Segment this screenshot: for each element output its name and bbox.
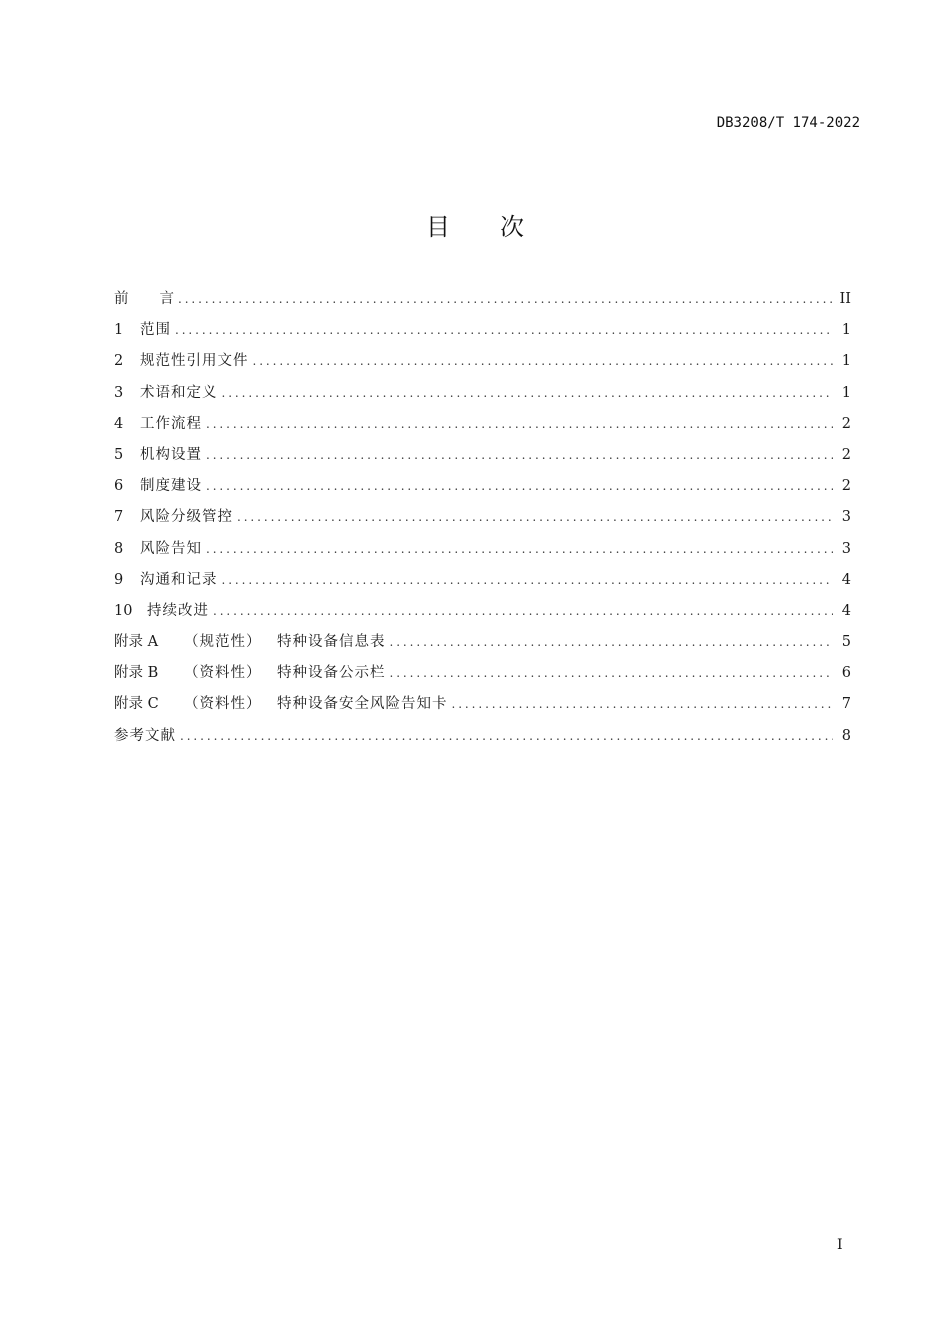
dot-leader	[206, 443, 833, 467]
toc-entry-page: 4	[841, 571, 851, 588]
dot-leader	[390, 661, 834, 685]
toc-entry-appendix[interactable]	[114, 630, 851, 661]
toc-entry-page: 3	[841, 540, 851, 557]
toc-entry-page: 2	[841, 446, 851, 463]
dot-leader	[206, 537, 833, 561]
toc-entry-appendix[interactable]	[114, 692, 851, 723]
toc-entry-label: 特种设备公示栏	[277, 665, 386, 682]
toc-entry-label: 风险告知	[140, 540, 202, 557]
toc-entry-section[interactable]	[114, 381, 851, 412]
toc-entry-label: 沟通和记录	[140, 571, 218, 588]
appendix-type: （资料性）	[184, 665, 262, 682]
table-of-contents	[114, 287, 851, 755]
appendix-type: （规范性）	[184, 634, 262, 651]
toc-entry-page: 4	[841, 602, 851, 619]
toc-entry-section[interactable]	[114, 537, 851, 568]
toc-entry-label: 参考文献	[114, 727, 176, 744]
dot-leader	[175, 318, 833, 342]
toc-entry-page: 3	[841, 509, 851, 526]
appendix-id: 附录 C	[114, 696, 159, 713]
toc-entry-number: 9	[114, 571, 124, 588]
title-char-2: 次	[500, 213, 524, 241]
toc-entry-page: 2	[841, 415, 851, 432]
toc-entry-page: 6	[841, 665, 851, 682]
toc-entry-label: 前 言	[114, 291, 174, 307]
toc-entry-section[interactable]	[114, 349, 851, 380]
toc-entry-section[interactable]	[114, 505, 851, 536]
toc-entry-label: 规范性引用文件	[140, 353, 249, 370]
toc-entry-section[interactable]	[114, 443, 851, 474]
toc-entry-number: 10	[114, 602, 133, 619]
toc-entry-number: 1	[114, 322, 124, 339]
toc-entry-section[interactable]	[114, 568, 851, 599]
toc-entry-section[interactable]	[114, 599, 851, 630]
dot-leader	[180, 724, 833, 748]
appendix-type: （资料性）	[184, 696, 262, 713]
dot-leader	[178, 287, 833, 311]
dot-leader	[253, 349, 834, 373]
toc-entry-page: II	[839, 291, 851, 307]
toc-entry-label: 机构设置	[140, 446, 202, 463]
toc-entry-label: 工作流程	[140, 415, 202, 432]
dot-leader	[390, 630, 834, 654]
toc-entry-page: 8	[841, 727, 851, 744]
document-code: DB3208/T 174-2022	[716, 115, 860, 131]
toc-entry-section[interactable]	[114, 412, 851, 443]
toc-entry-references[interactable]	[114, 724, 851, 755]
page-number: I	[837, 1237, 843, 1253]
dot-leader	[222, 381, 834, 405]
toc-entry-page: 5	[841, 634, 851, 651]
dot-leader	[222, 568, 834, 592]
dot-leader	[452, 692, 834, 716]
toc-entry-number: 3	[114, 384, 124, 401]
toc-entry-label: 制度建设	[140, 478, 202, 495]
dot-leader	[213, 599, 833, 623]
dot-leader	[206, 412, 833, 436]
toc-entry-label: 持续改进	[147, 602, 209, 619]
toc-entry-page: 1	[841, 322, 851, 339]
toc-entry-preface[interactable]	[114, 287, 851, 318]
toc-entry-section[interactable]	[114, 474, 851, 505]
toc-entry-label: 范围	[140, 322, 171, 339]
toc-entry-number: 4	[114, 415, 124, 432]
toc-entry-page: 2	[841, 478, 851, 495]
dot-leader	[206, 474, 833, 498]
toc-entry-label: 风险分级管控	[140, 509, 233, 526]
toc-entry-page: 1	[841, 384, 851, 401]
toc-entry-number: 2	[114, 353, 124, 370]
toc-entry-label: 特种设备信息表	[277, 634, 386, 651]
toc-entry-number: 7	[114, 509, 124, 526]
toc-entry-label: 术语和定义	[140, 384, 218, 401]
appendix-id: 附录 A	[114, 634, 159, 651]
appendix-id: 附录 B	[114, 665, 159, 682]
toc-entry-page: 1	[841, 353, 851, 370]
toc-entry-number: 8	[114, 540, 124, 557]
title-char-1: 目	[426, 213, 450, 241]
toc-entry-number: 5	[114, 446, 124, 463]
dot-leader	[237, 505, 833, 529]
toc-entry-label: 特种设备安全风险告知卡	[277, 696, 448, 713]
toc-entry-page: 7	[841, 696, 851, 713]
toc-entry-number: 6	[114, 478, 124, 495]
toc-entry-section[interactable]	[114, 318, 851, 349]
page-title	[0, 207, 950, 242]
toc-entry-appendix[interactable]	[114, 661, 851, 692]
